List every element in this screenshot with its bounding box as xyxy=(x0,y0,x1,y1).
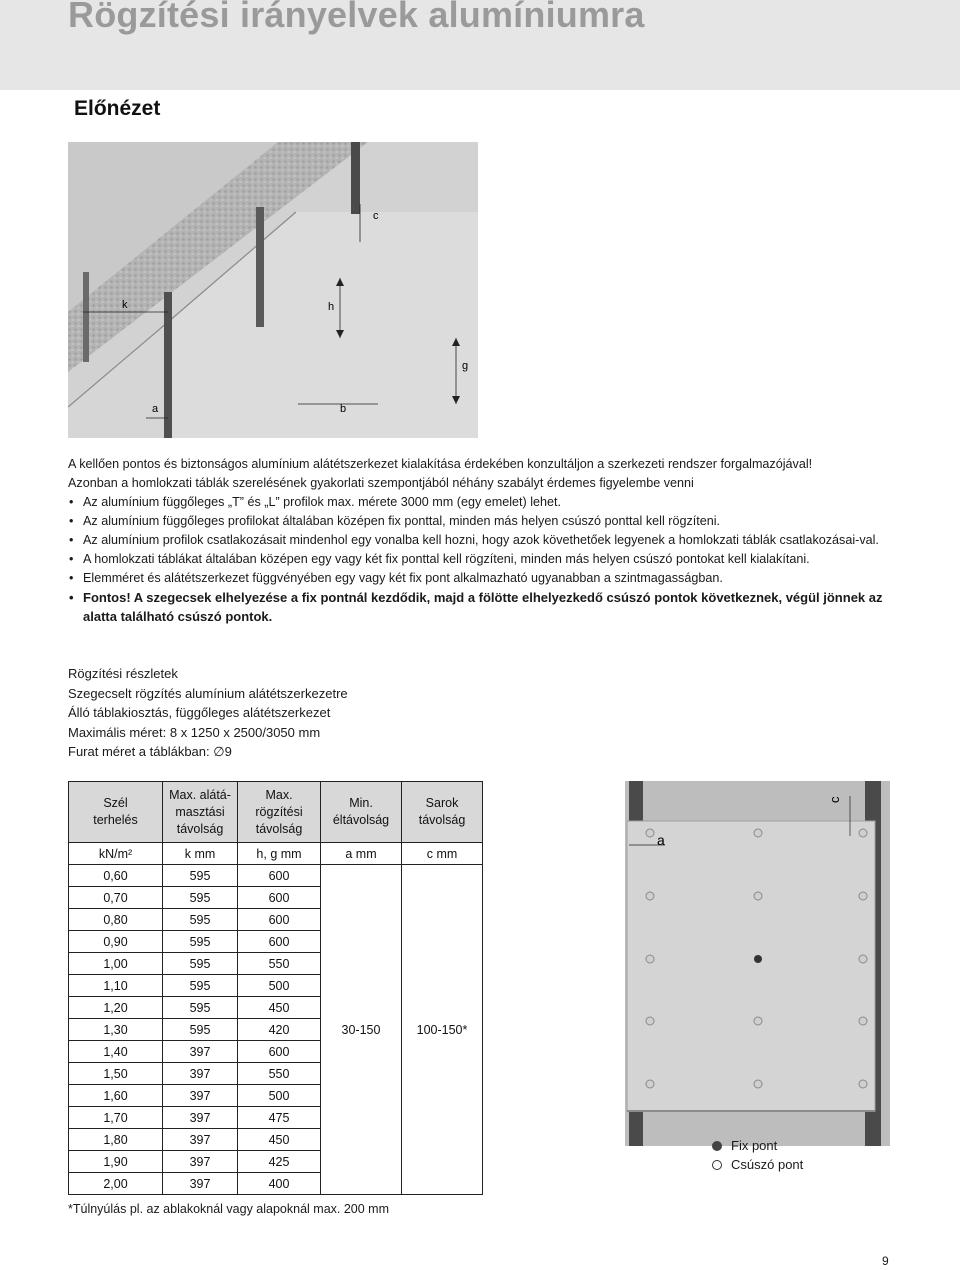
table-cell: 0,60 xyxy=(69,865,163,887)
intro-text xyxy=(68,455,898,626)
table-row xyxy=(69,865,483,887)
header-max-support-spacing: Max. alátá- masztási távolság xyxy=(163,782,238,843)
page-number: 9 xyxy=(882,1254,889,1268)
table-cell: 1,80 xyxy=(69,1129,163,1151)
details-line: Maximális méret: 8 x 1250 x 2500/3050 mm xyxy=(68,724,321,740)
list-item: • Elemméret és alátétszerkezet függvényében egy vagy két fix pont alkalmazható ugyanabban a szintmagasságban. xyxy=(68,569,898,588)
table-cell: 500 xyxy=(238,975,321,997)
table-cell: 0,90 xyxy=(69,931,163,953)
header-min-edge-distance: Min. éltávolság xyxy=(321,782,402,843)
table-cell: 600 xyxy=(238,865,321,887)
list-item: • Az alumínium függőleges profilokat általában középen fix ponttal, minden más helyen csúszó ponttal kell rögzíteni. xyxy=(68,512,898,531)
table-cell: 425 xyxy=(238,1151,321,1173)
table-cell: 0,70 xyxy=(69,887,163,909)
table-cell: 550 xyxy=(238,1063,321,1085)
table-cell: 1,90 xyxy=(69,1151,163,1173)
details-line: Furat méret a táblákban: ∅9 xyxy=(68,744,232,759)
table-cell: 400 xyxy=(238,1173,321,1195)
important-text: A szegecsek elhelyezése a fix pontnál kezdődik, majd a fölötte elhelyezkedő csúszó pontok következnek, végül jönnek az alatta található csúszó pontok. xyxy=(83,590,883,624)
dim-label-k: k xyxy=(122,299,128,311)
dim-label-h: h xyxy=(328,301,335,313)
table-cell: 450 xyxy=(238,1129,321,1151)
profile-left xyxy=(164,292,172,438)
table-cell: 600 xyxy=(238,887,321,909)
important-note xyxy=(68,588,898,626)
profile-right xyxy=(351,142,360,214)
table-cell: 1,60 xyxy=(69,1085,163,1107)
facade-photo xyxy=(68,142,478,438)
footnote: *Túlnyúlás pl. az ablakoknál vagy alapoknál max. 200 mm xyxy=(68,1202,390,1216)
table-cell: 475 xyxy=(238,1107,321,1129)
table-cell: 550 xyxy=(238,953,321,975)
legend-slide xyxy=(712,1155,803,1174)
dim-label-a: a xyxy=(152,403,159,415)
table-cell: 397 xyxy=(163,1107,238,1129)
table-cell: 2,00 xyxy=(69,1173,163,1195)
table-cell: 595 xyxy=(163,909,238,931)
dim-label-c: c xyxy=(373,210,379,222)
legend xyxy=(712,1136,803,1174)
dim-label-b: b xyxy=(340,403,347,415)
table-cell: 500 xyxy=(238,1085,321,1107)
unit-cell: c mm xyxy=(402,843,483,865)
fix-point xyxy=(754,955,762,963)
fixing-detail-photo xyxy=(625,781,890,1146)
table-cell: 595 xyxy=(163,1019,238,1041)
table-cell: 420 xyxy=(238,1019,321,1041)
guideline-list xyxy=(68,493,898,626)
list-item: • Az alumínium profilok csatlakozásait mindenhol egy vonalba kell hozni, hogy azok követhetőek legyenek a homlokzati táblák csatlakozásai-val. xyxy=(68,531,898,550)
intro-line: A kellően pontos és biztonságos alumínium alátétszerkezet kialakítása érdekében konzultáljon a szerkezeti rendszer forgalmazójával! xyxy=(68,457,813,471)
table-cell: 595 xyxy=(163,997,238,1019)
table-cell: 397 xyxy=(163,1041,238,1063)
table-cell: 595 xyxy=(163,865,238,887)
table-cell: 1,30 xyxy=(69,1019,163,1041)
legend-slide-label: Csúszó pont xyxy=(731,1157,804,1172)
table-cell: 600 xyxy=(238,1041,321,1063)
table-cell: 1,10 xyxy=(69,975,163,997)
unit-cell: a mm xyxy=(321,843,402,865)
fixing-details xyxy=(68,664,348,762)
details-line: Rögzítési részletek xyxy=(68,666,178,681)
profile-middle xyxy=(256,207,264,327)
table-cell: 397 xyxy=(163,1085,238,1107)
unit-cell: kN/m² xyxy=(69,843,163,865)
important-lead: Fontos! xyxy=(83,590,131,605)
table-cell: 1,20 xyxy=(69,997,163,1019)
unit-cell: k mm xyxy=(163,843,238,865)
section-heading: Előnézet xyxy=(74,97,161,120)
corner-cell: 100-150* xyxy=(402,865,483,1195)
units-row xyxy=(69,843,483,865)
slide-point-icon xyxy=(712,1160,722,1170)
legend-fix xyxy=(712,1136,803,1155)
dim-label-a: a xyxy=(657,832,665,848)
unit-cell: h, g mm xyxy=(238,843,321,865)
table-cell: 1,70 xyxy=(69,1107,163,1129)
table-cell: 595 xyxy=(163,887,238,909)
min-edge-cell: 30-150 xyxy=(321,865,402,1195)
page-title: Rögzítési irányelvek alumíniumra xyxy=(68,0,645,35)
details-line: Álló táblakiosztás, függőleges alátétszerkezet xyxy=(68,705,331,720)
table-cell: 397 xyxy=(163,1129,238,1151)
table-cell: 397 xyxy=(163,1151,238,1173)
dim-label-g: g xyxy=(462,360,469,372)
table-cell: 595 xyxy=(163,953,238,975)
table-cell: 600 xyxy=(238,931,321,953)
list-item: • Az alumínium függőleges „T” és „L” profilok max. mérete 3000 mm (egy emelet) lehet. xyxy=(68,493,898,512)
table-cell: 600 xyxy=(238,909,321,931)
table-cell: 1,00 xyxy=(69,953,163,975)
header-max-fixing-spacing: Max. rögzítési távolság xyxy=(238,782,321,843)
table-cell: 1,50 xyxy=(69,1063,163,1085)
legend-fix-label: Fix pont xyxy=(731,1138,778,1153)
table-cell: 0,80 xyxy=(69,909,163,931)
table-cell: 595 xyxy=(163,975,238,997)
header-corner-distance: Sarok távolság xyxy=(402,782,483,843)
facade-panel xyxy=(627,821,875,1111)
dim-label-c: c xyxy=(827,796,842,803)
table-cell: 397 xyxy=(163,1173,238,1195)
details-line: Szegecselt rögzítés alumínium alátétszerkezetre xyxy=(68,685,348,701)
intro-line: Azonban a homlokzati táblák szerelésének gyakorlati szempontjából néhány szabályt érdemes figyelembe venni xyxy=(68,476,694,490)
table-cell: 1,40 xyxy=(69,1041,163,1063)
fix-point-icon xyxy=(712,1141,722,1151)
spec-table xyxy=(68,781,483,1195)
list-item: • A homlokzati táblákat általában középen egy vagy két fix ponttal kell rögzíteni, minden más helyen csúszó pontokat kell kialakítani. xyxy=(68,550,898,569)
table-cell: 595 xyxy=(163,931,238,953)
table-cell: 397 xyxy=(163,1063,238,1085)
header-wind-load: Szél terhelés xyxy=(69,782,163,843)
profile-far-left xyxy=(83,272,89,362)
table-cell: 450 xyxy=(238,997,321,1019)
